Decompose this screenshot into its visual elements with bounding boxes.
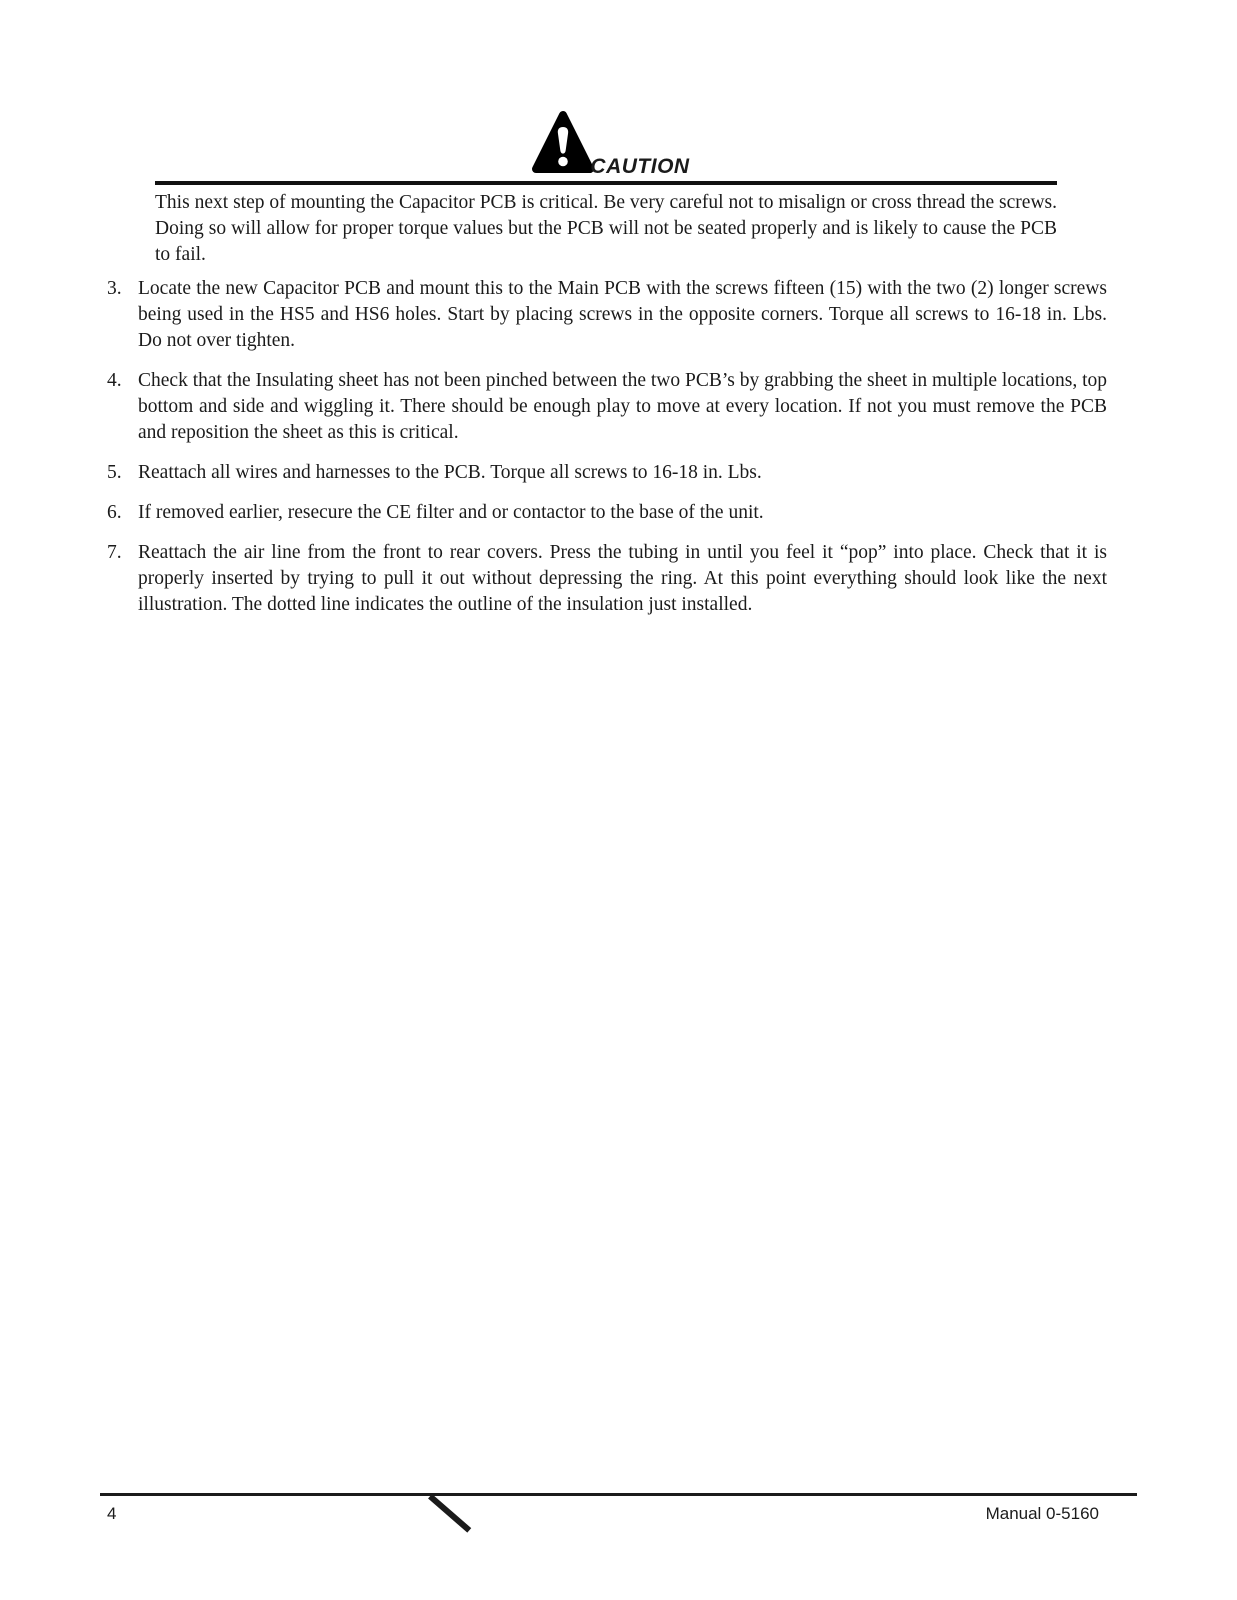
step-number: 6. <box>107 502 122 523</box>
step-item-5 <box>107 460 1107 486</box>
step-item-4 <box>107 368 1107 446</box>
manual-number: Manual 0-5160 <box>985 1504 1099 1523</box>
caution-divider-rule <box>155 181 1057 185</box>
caution-label: CAUTION <box>590 155 690 178</box>
step-item-6 <box>107 500 1107 526</box>
step-number: 7. <box>107 542 122 563</box>
footer-diagonal-rule <box>428 1494 471 1533</box>
step-text: Check that the Insulating sheet has not been pinched between the two PCB’s by grabbing the sheet in multiple locations, top bottom and side and wiggling it. There should be enough play to move at every location. If not you must remove the PCB and reposition the sheet as this is critical. <box>138 370 1107 443</box>
step-text: If removed earlier, resecure the CE filter and or contactor to the base of the unit. <box>138 502 764 523</box>
step-number: 3. <box>107 278 122 299</box>
warning-triangle-icon <box>531 110 595 178</box>
page-number: 4 <box>107 1504 117 1523</box>
step-item-3 <box>107 276 1107 354</box>
step-number: 4. <box>107 370 122 391</box>
caution-text: This next step of mounting the Capacitor PCB is critical. Be very careful not to misalign or cross thread the screws. Doing so will allow for proper torque values but the PCB will not be seated properly and is likely to cause the PCB to fail. <box>155 192 1057 265</box>
step-text: Reattach the air line from the front to rear covers. Press the tubing in until you feel it “pop” into place. Check that it is properly inserted by trying to pull it out without depressing the ring. At this point everything should look like the next illustration. The dotted line indicates the outline of the insulation just installed. <box>138 542 1107 615</box>
step-item-7 <box>107 540 1107 618</box>
step-text: Reattach all wires and harnesses to the PCB. Torque all screws to 16-18 in. Lbs. <box>138 462 762 483</box>
caution-header <box>0 110 1237 178</box>
numbered-steps-list <box>107 276 1107 632</box>
step-text: Locate the new Capacitor PCB and mount this to the Main PCB with the screws fifteen (15) with the two (2) longer screws being used in the HS5 and HS6 holes. Start by placing screws in the opposite corners. Torque all screws to 16-18 in. Lbs. Do not over tighten. <box>138 278 1107 351</box>
page-footer <box>100 1493 1137 1543</box>
step-number: 5. <box>107 462 122 483</box>
